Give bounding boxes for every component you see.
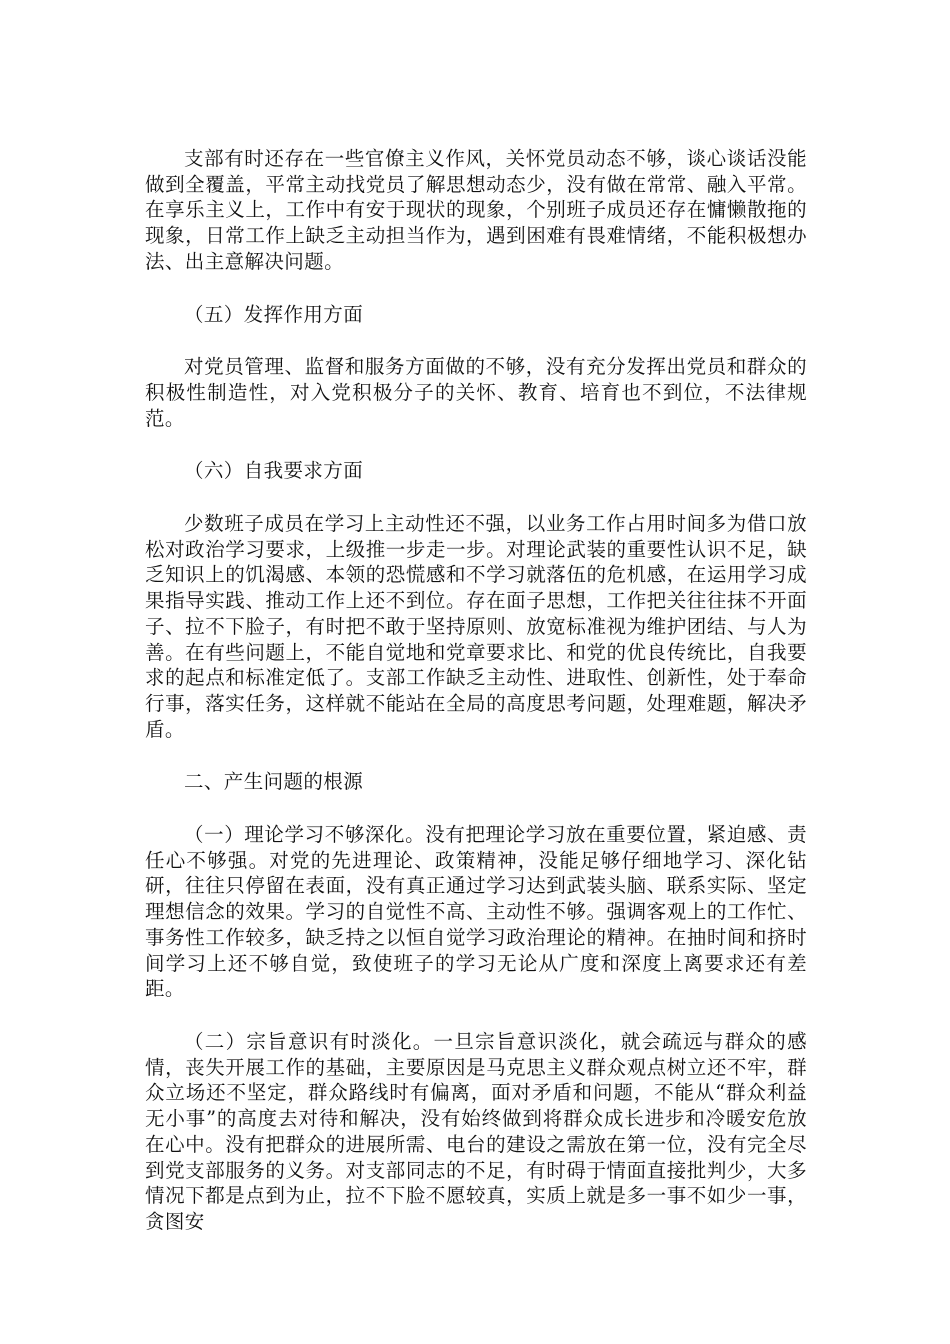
paragraph-self-requirement: 少数班子成员在学习上主动性还不强，以业务工作占用时间多为借口放松对政治学习要求，上级推一步走一步。对理论武装的重要性认识不足，缺乏知识上的饥渴感、本领的恐慌感和不学习就落伍的危机感，在运用学习成果指导实践、推动工作上还不到位。存在面子思想，工作把关往往抹不开面子、拉不下脸子，有时把不敢于坚持原则、放宽标准视为维护团结、与人为善。在有些问题上，不能自觉地和党章要求比、和党的优良传统比，自我要求的起点和标准定低了。支部工作缺乏主动性、进取性、创新性，处于奉命行事，落实任务，这样就不能站在全局的高度思考问题，处理难题，解决矛盾。: [145, 512, 807, 741]
paragraph-bureaucratism: 支部有时还存在一些官僚主义作风，关怀党员动态不够，谈心谈话没能做到全覆盖，平常主动找党员了解思想动态少，没有做在常常、融入平常。在享乐主义上，工作中有安于现状的现象，个别班子成员还存在慵懒散拖的现象，日常工作上缺乏主动担当作为，遇到困难有畏难情绪，不能积极想办法、出主意解决问题。: [145, 147, 807, 273]
section-heading-six: （六）自我要求方面: [184, 459, 364, 483]
paragraph-purpose-awareness: （二）宗旨意识有时淡化。一旦宗旨意识淡化，就会疏远与群众的感情，丧失开展工作的基础，主要原因是马克思主义群众观点树立还不牢，群众立场还不坚定，群众路线时有偏离，面对矛盾和问题，不能从“群众利益无小事”的高度去对待和解决，没有始终做到将群众成长进步和冷暖安危放在心中。没有把群众的进展所需、电台的建设之需放在第一位，没有完全尽到党支部服务的义务。对支部同志的不足，有时碍于情面直接批判少，大多情况下都是点到为止，拉不下脸不愿较真，实质上就是多一事不如少一事，贪图安: [145, 1029, 807, 1233]
document-body: [145, 146, 807, 1235]
paragraph-role: 对党员管理、监督和服务方面做的不够，没有充分发挥出党员和群众的积极性制造性，对入党积极分子的关怀、教育、培育也不到位，不法律规范。: [145, 355, 807, 430]
section-heading-five: （五）发挥作用方面: [184, 302, 364, 326]
paragraph-theory-study: （一）理论学习不够深化。没有把理论学习放在重要位置，紧迫感、责任心不够强。对党的先进理论、政策精神，没能足够仔细地学习、深化钻研，往往只停留在表面，没有真正通过学习达到武装头脑、联系实际、坚定理想信念的效果。学习的自觉性不高、主动性不够。强调客观上的工作忙、事务性工作较多，缺乏持之以恒自觉学习政治理论的精神。在抽时间和挤时间学习上还不够自觉，致使班子的学习无论从广度和深度上离要求还有差距。: [145, 823, 807, 1001]
section-heading-root-causes: 二、产生问题的根源: [184, 770, 364, 794]
